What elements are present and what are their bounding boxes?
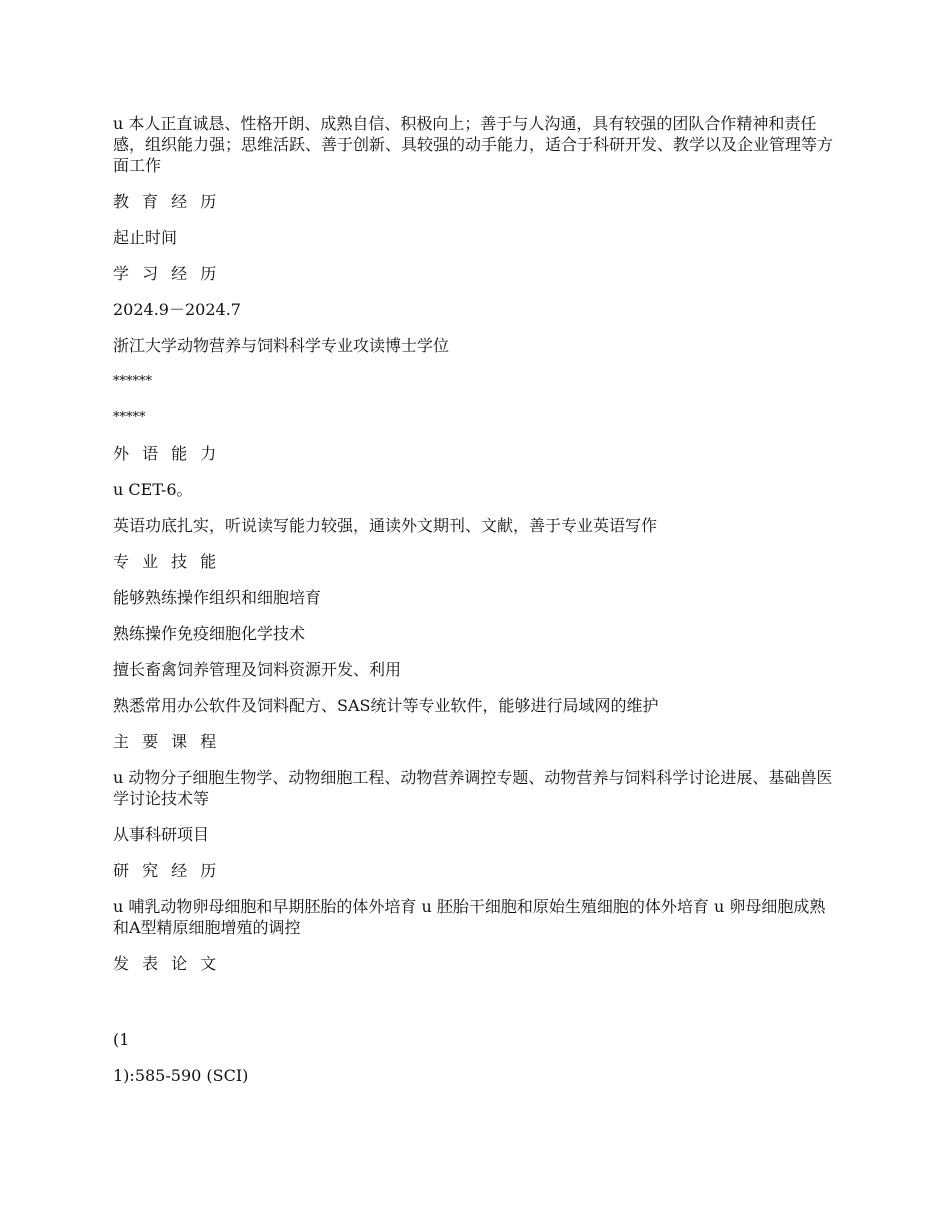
- education-study-label: 学 习 经 历: [113, 264, 221, 283]
- intro-paragraph: u 本人正直诚恳、性格开朗、成熟自信、积极向上；善于与人沟通，具有较强的团队合作精神和责任感，组织能力强；思维活跃、善于创新、具较强的动手能力，适合于科研开发、教学以及企业管理等方面工作: [113, 114, 834, 175]
- skills-heading: 专 业 技 能: [113, 552, 221, 571]
- skill-item: 熟悉常用办公软件及饲料配方、SAS统计等专业软件，能够进行局域网的维护: [113, 696, 659, 715]
- skill-item: 熟练操作免疫细胞化学技术: [113, 624, 306, 643]
- projects-label: 从事科研项目: [113, 825, 210, 844]
- education-time-label: 起止时间: [113, 228, 178, 247]
- courses-heading: 主 要 课 程: [113, 732, 221, 751]
- skill-item: 能够熟练操作组织和细胞培育: [113, 588, 322, 607]
- education-masked-line-2: *****: [113, 410, 146, 425]
- language-heading: 外 语 能 力: [113, 444, 221, 463]
- education-heading: 教 育 经 历: [113, 192, 221, 211]
- language-cet: u CET-6。: [113, 480, 193, 499]
- publications-heading: 发 表 论 文: [113, 954, 221, 973]
- skill-item: 擅长畜禽饲养管理及饲料资源开发、利用: [113, 660, 402, 679]
- publication-line-1: (1: [113, 1030, 130, 1049]
- resume-page: [113, 113, 838, 1101]
- blank-space: [113, 989, 838, 1029]
- research-text: u 哺乳动物卵母细胞和早期胚胎的体外培育 u 胚胎干细胞和原始生殖细胞的体外培育 u 卵母细胞成熟和A型精原细胞增殖的调控: [113, 897, 826, 937]
- education-masked-line-1: ******: [113, 374, 152, 389]
- language-description: 英语功底扎实，听说读写能力较强，通读外文期刊、文献，善于专业英语写作: [113, 516, 658, 535]
- education-period: 2024.9－2024.7: [113, 300, 241, 319]
- publication-line-2: 1):585-590 (SCI): [113, 1066, 249, 1085]
- courses-text: u 动物分子细胞生物学、动物细胞工程、动物营养调控专题、动物营养与饲料科学讨论进展、基础兽医学讨论技术等: [113, 768, 833, 808]
- research-heading: 研 究 经 历: [113, 861, 221, 880]
- education-detail: 浙江大学动物营养与饲料科学专业攻读博士学位: [113, 336, 450, 355]
